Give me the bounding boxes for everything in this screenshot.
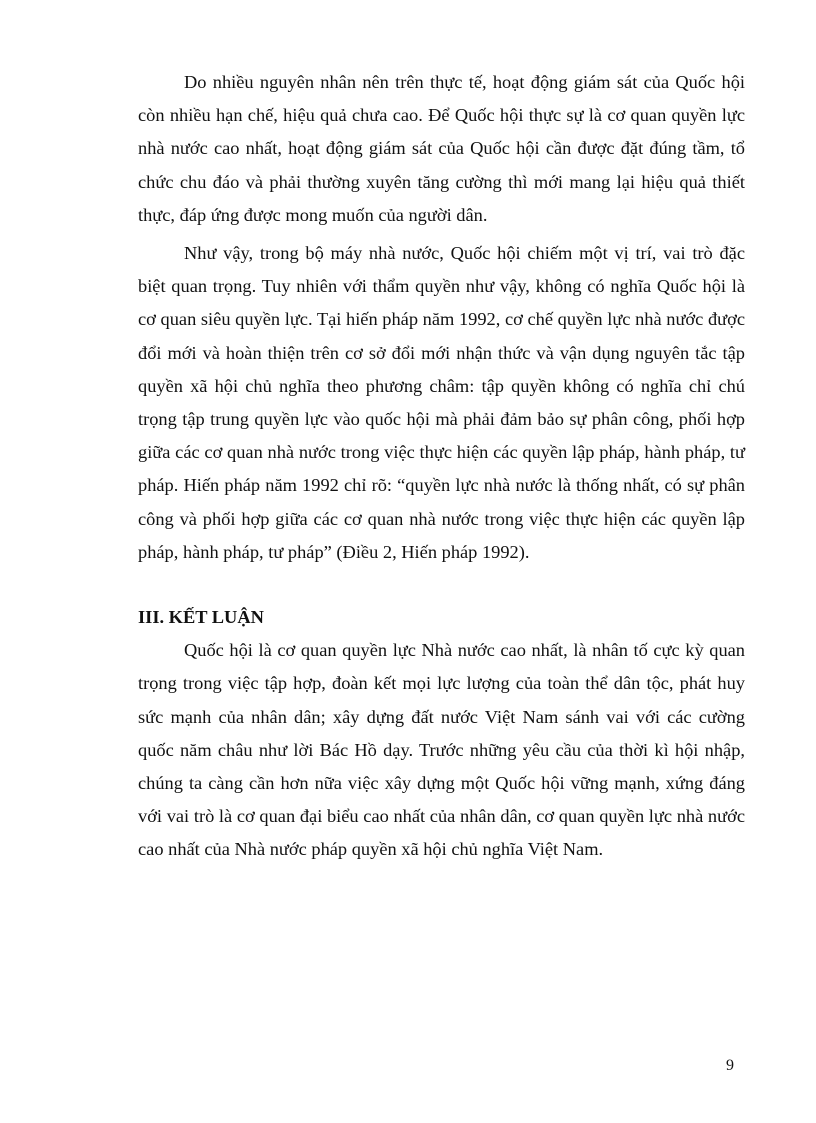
body-paragraph-1: Do nhiều nguyên nhân nên trên thực tế, hoạt động giám sát của Quốc hội còn nhiều hạn chế, hiệu quả chưa cao. Để Quốc hội thực sự là cơ quan quyền lực nhà nước cao nhất, hoạt động giám sát của Quốc hội cần được đặt đúng tầm, tổ chức chu đáo và phải thường xuyên tăng cường thì mới mang lại hiệu quả thiết thực, đáp ứng được mong muốn của người dân. bbox=[138, 72, 745, 225]
conclusion-paragraph: Quốc hội là cơ quan quyền lực Nhà nước cao nhất, là nhân tố cực kỳ quan trọng trong việc tập hợp, đoàn kết mọi lực lượng của toàn thể dân tộc, phát huy sức mạnh của nhân dân; xây dựng đất nước Việt Nam sánh vai với các cường quốc năm châu như lời Bác Hồ dạy. Trước những yêu cầu của thời kì hội nhập, chúng ta càng cần hơn nữa việc xây dựng một Quốc hội vững mạnh, xứng đáng với vai trò là cơ quan đại biểu cao nhất của nhân dân, cơ quan quyền lực nhà nước cao nhất của Nhà nước pháp quyền xã hội chủ nghĩa Việt Nam. bbox=[138, 640, 745, 860]
section-heading: III. KẾT LUẬN bbox=[138, 607, 264, 628]
body-paragraph-2: Như vậy, trong bộ máy nhà nước, Quốc hội chiếm một vị trí, vai trò đặc biệt quan trọng. Tuy nhiên với thẩm quyền như vậy, không có nghĩa Quốc hội là cơ quan siêu quyền lực. Tại hiến pháp năm 1992, cơ chế quyền lực nhà nước được đổi mới và hoàn thiện trên cơ sở đổi mới nhận thức và vận dụng nguyên tắc tập quyền xã hội chủ nghĩa theo phương châm: tập quyền không có nghĩa chỉ chú trọng tập trung quyền lực vào quốc hội mà phải đảm bảo sự phân công, phối hợp giữa các cơ quan nhà nước trong việc thực hiện các quyền lập pháp, hành pháp, tư pháp. Hiến pháp năm 1992 chỉ rõ: “quyền lực nhà nước là thống nhất, có sự phân công và phối hợp giữa các cơ quan nhà nước trong việc thực hiện các quyền lập pháp, hành pháp, tư pháp” (Điều 2, Hiến pháp 1992). bbox=[138, 243, 745, 562]
page-number: 9 bbox=[726, 1057, 734, 1074]
document-page bbox=[138, 66, 745, 867]
